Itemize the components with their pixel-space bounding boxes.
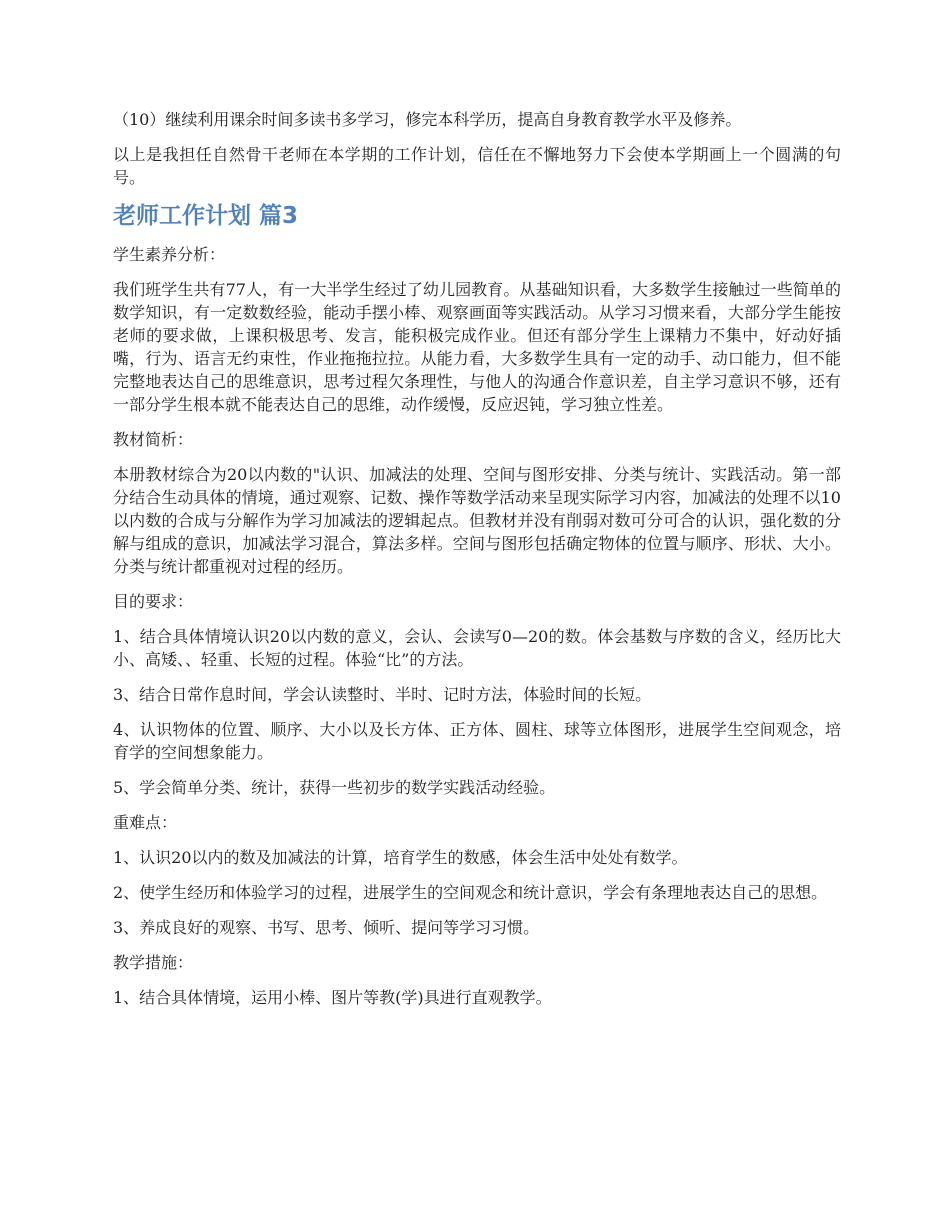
label-objectives: 目的要求： [113,592,194,611]
list-item-key-point-3: 3、养成良好的观察、书写、思考、倾听、提问等学习习惯。 [113,918,540,937]
label-student-analysis: 学生素养分析： [113,245,226,264]
document-page [113,108,841,1021]
paragraph-student-analysis: 我们班学生共有77人，有一大半学生经过了幼儿园教育。从基础知识看，大多数学生接触过一些简单的数学知识，有一定数数经验，能动手摆小棒、观察画面等实践活动。从学习习惯来看，大部分学生能按老师的要求做，上课积极思考、发言，能积极完成作业。但还有部分学生上课精力不集中，好动好插嘴，行为、语言无约束性，作业拖拖拉拉。从能力看，大多数学生具有一定的动手、动口能力，但不能完整地表达自己的思维意识，思考过程欠条理性，与他人的沟通合作意识差，自主学习意识不够，还有一部分学生根本就不能表达自己的思维，动作缓慢，反应迟钝，学习独立性差。 [113,280,841,414]
list-item-key-point-1: 1、认识20以内的数及加减法的计算，培育学生的数感，体会生活中处处有数学。 [113,848,688,867]
list-item-objective-1: 1、结合具体情境认识20以内数的意义，会认、会读写0—20的数。体会基数与序数的含义，经历比大小、高矮、、轻重、长短的过程。体验“比”的方法。 [113,627,841,669]
list-item-objective-3: 3、结合日常作息时间，学会认读整时、半时、记时方法，体验时间的长短。 [113,685,652,704]
section-heading: 老师工作计划 篇3 [113,203,299,229]
list-item-key-point-2: 2、使学生经历和体验学习的过程，进展学生的空间观念和统计意识，学会有条理地表达自己的思想。 [113,883,828,902]
paragraph-further-study: （10）继续利用课余时间多读书多学习，修完本科学历，提高自身教育教学水平及修养。 [113,110,742,129]
list-item-objective-4: 4、认识物体的位置、顺序、大小以及长方体、正方体、圆柱、球等立体图形，进展学生空间观念，培育学的空间想象能力。 [113,720,841,762]
paragraph-conclusion: 以上是我担任自然骨干老师在本学期的工作计划，信任在不懈地努力下会使本学期画上一个圆满的句号。 [113,145,841,187]
label-textbook-analysis: 教材简析： [113,430,194,449]
paragraph-textbook-analysis: 本册教材综合为20以内数的"认识、加减法的处理、空间与图形安排、分类与统计、实践活动。第一部分结合生动具体的情境，通过观察、记数、操作等数学活动来呈现实际学习内容，加减法的处理不以10以内数的合成与分解作为学习加减法的逻辑起点。但教材并没有削弱对数可分可合的认识，强化数的分解与组成的意识，加减法学习混合，算法多样。空间与图形包括确定物体的位置与顺序、形状、大小。分类与统计都重视对过程的经历。 [113,465,841,576]
label-teaching-measures: 教学措施： [113,953,194,972]
list-item-measure-1: 1、结合具体情境，运用小棒、图片等教(学)具进行直观教学。 [113,988,552,1007]
label-key-points: 重难点： [113,813,178,832]
list-item-objective-5: 5、学会简单分类、统计，获得一些初步的数学实践活动经验。 [113,778,556,797]
